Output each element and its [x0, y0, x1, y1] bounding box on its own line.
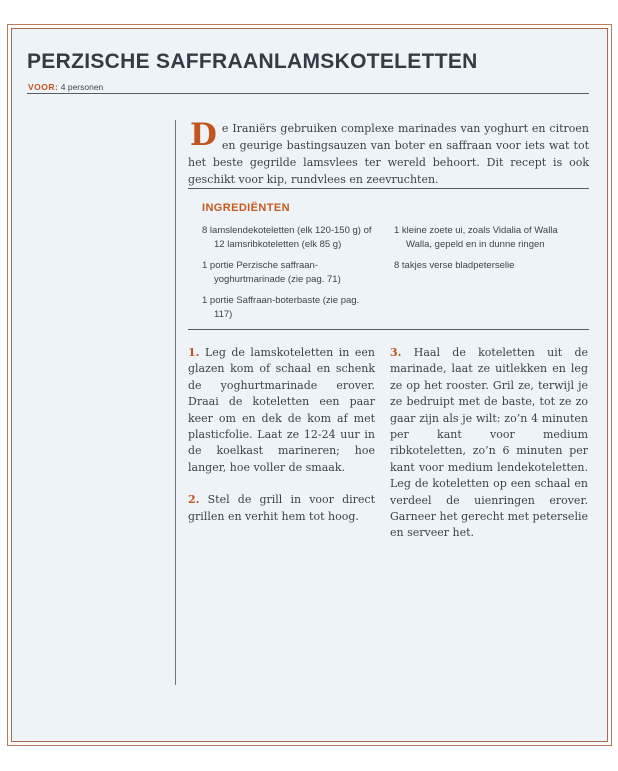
ingredient-item: 8 takjes verse bladpeterselie — [394, 260, 515, 271]
intro-text: e Iraniërs gebruiken complexe marinades van yoghurt en citroen en geurige bastingsauzen van boter en saffraan voor iets wat tot het beste gegrilde lamsvlees ter wereld behoort. Dit recept is ook geschikt voor kip, rundvlees en zeevruchten. — [188, 122, 589, 186]
serving-label: VOOR: — [28, 82, 59, 92]
intro-section — [188, 117, 589, 188]
ingredients-section — [188, 202, 589, 329]
step-1-text: Leg de lamskoteletten in een glazen kom of schaal en schenk de yoghurtmarinade erover. Draai de koteletten een paar keer om en dek de kom af met plasticfolie. Laat ze 12-24 uur in de koelkast marineren; hoe langer, hoe voller de smaak. — [188, 346, 375, 474]
recipe-card — [11, 28, 608, 742]
page-title: PERZISCHE SAFFRAANLAMSKOTELETTEN — [27, 50, 478, 73]
recipe-header — [12, 29, 607, 94]
serving-value: 4 personen — [60, 82, 104, 92]
ingredients-right-column — [394, 224, 566, 329]
header-divider — [27, 93, 589, 94]
step-3-text: Haal de koteletten uit de marinade, laat ze uitlekken en leg ze op het rooster. Gril ze, terwijl je ze bedruipt met de baste, tot ze zo gaar zijn als je wilt: zo’n 4 minuten per kant voor medium ribkoteletten, zo’n 6 minuten per kant voor medium lendekoteletten. Leg de koteletten op een schaal en verdeel de uienringen erover. Garneer het gerecht met peterselie en serveer het. — [390, 346, 588, 540]
ingredient-item: 8 lamslendekoteletten (elk 120-150 g) of 12 lamsribkoteletten (elk 85 g) — [202, 225, 372, 250]
steps-section — [188, 345, 589, 558]
step-3 — [390, 345, 588, 542]
ingredients-columns — [202, 224, 589, 329]
step-3-number: 3. — [390, 346, 402, 359]
page-frame — [7, 24, 612, 746]
ingredients-left-column — [202, 224, 380, 329]
ingredient-item: 1 portie Saffraan-boterbaste (zie pag. 117) — [202, 295, 360, 320]
ingredient-item: 1 portie Perzische saffraan-yoghurtmarinade (zie pag. 71) — [202, 260, 341, 285]
step-2-text: Stel de grill in voor direct grillen en verhit hem tot hoog. — [188, 493, 375, 523]
step-1 — [188, 345, 375, 476]
steps-left-column — [188, 345, 375, 558]
ingredients-heading: INGREDIËNTEN — [202, 202, 290, 214]
ingredients-divider — [188, 329, 589, 330]
ingredient-item: 1 kleine zoete ui, zoals Vidalia of Walla Walla, gepeld en in dunne ringen — [394, 225, 558, 250]
recipe-body — [175, 117, 589, 685]
serving-line — [28, 81, 591, 93]
dropcap: D — [190, 117, 217, 153]
intro-divider — [188, 188, 589, 189]
steps-right-column — [390, 345, 588, 558]
step-1-number: 1. — [188, 346, 200, 359]
step-2 — [188, 492, 375, 525]
step-2-number: 2. — [188, 493, 200, 507]
intro-paragraph — [188, 117, 589, 188]
